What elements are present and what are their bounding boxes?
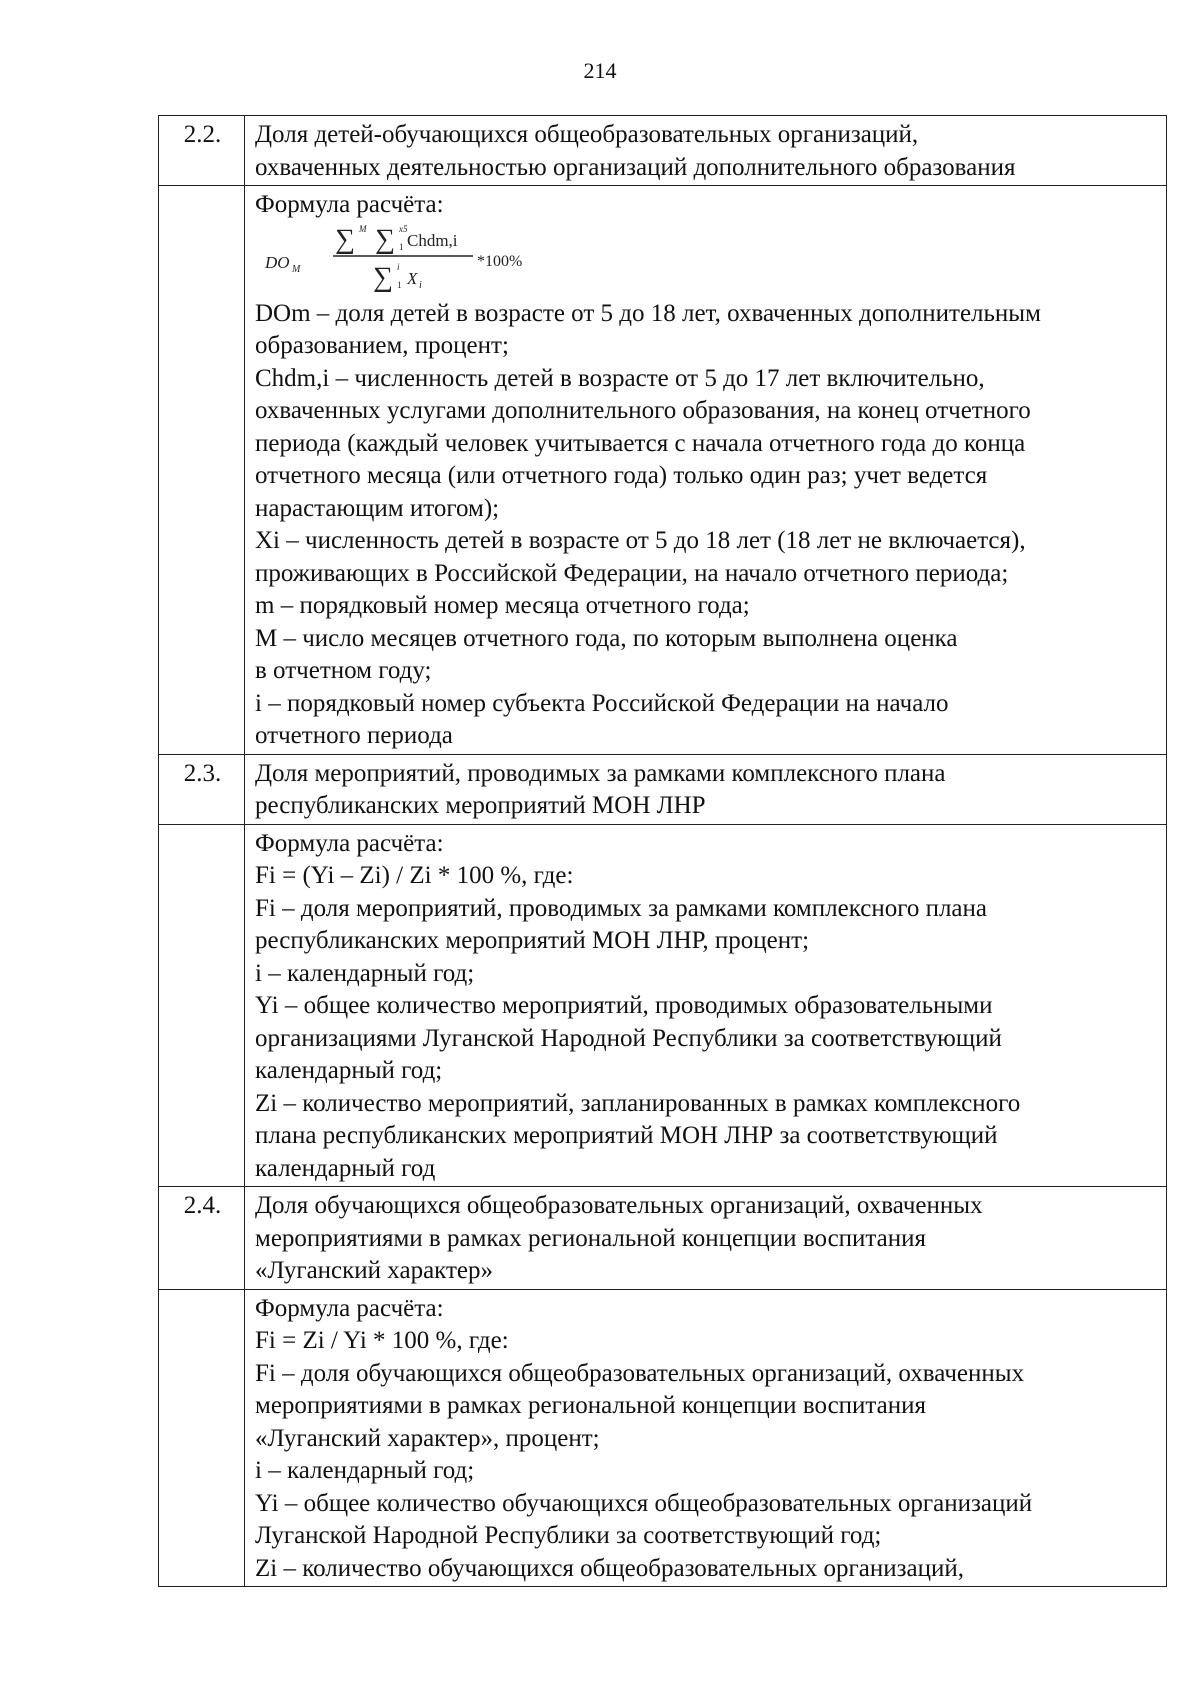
body-line: Формула расчёта: [255, 1294, 444, 1322]
body-line: плана республиканских мероприятий МОН ЛНР за соответствующий [255, 1122, 998, 1149]
section-title-line: «Луганский характер» [255, 1257, 494, 1284]
empty-number-cell [159, 824, 245, 1187]
summation-icon: ∑ [373, 261, 393, 293]
body-line: Yi – общее количество мероприятий, проводимых образовательными [255, 992, 993, 1019]
body-line: i – календарный год; [255, 1457, 475, 1484]
section-title-2-4 [245, 1187, 1167, 1290]
formula-multiplier: *100% [477, 252, 523, 270]
body-line: m – порядковый номер месяца отчетного года; [255, 592, 750, 619]
body-line: Fi = (Yi – Zi) / Zi * 100 %, где: [255, 862, 574, 889]
body-line: Fi – доля обучающихся общеобразовательных организаций, охваченных [255, 1359, 1025, 1387]
section-body-2-2 [245, 186, 1167, 755]
body-line: i – порядковый номер субъекта Российской Федерации на начало [255, 689, 949, 717]
section-title-line: республиканских мероприятий МОН ЛНР [255, 792, 706, 819]
body-line: отчетного месяца (или отчетного года) только один раз; учет ведется [255, 462, 988, 489]
empty-number-cell [159, 186, 245, 755]
body-line: «Луганский характер», процент; [255, 1424, 600, 1452]
formula-sum2-bottom: 1 [399, 241, 404, 252]
table-row-2-2-title [159, 116, 1167, 186]
body-line: периода (каждый человек учитывается с начала отчетного года до конца [255, 429, 1026, 457]
section-title-line: мероприятиями в рамках региональной концепции воспитания [255, 1224, 927, 1252]
section-number-2-4: 2.4. [159, 1187, 245, 1290]
body-line: в отчетном году; [255, 657, 432, 684]
section-title-line: охваченных деятельностью организаций дополнительного образования [255, 153, 1016, 181]
section-title-line: Доля мероприятий, проводимых за рамками комплексного плана [255, 759, 946, 787]
body-line: Zi – количество обучающихся общеобразовательных организаций, [255, 1554, 965, 1582]
formula-sum1-top: M [359, 223, 367, 234]
body-line: Xi – численность детей в возрасте от 5 до 18 лет (18 лет не включается), [255, 527, 1026, 554]
body-line: календарный год; [255, 1057, 443, 1084]
empty-number-cell [159, 1289, 245, 1587]
page-number: 214 [583, 58, 617, 83]
section-body-2-4 [245, 1289, 1167, 1587]
body-line: Chdm,i – численность детей в возрасте от 5 до 17 лет включительно, [255, 364, 985, 392]
body-line: отчетного периода [255, 722, 453, 749]
body-line: охваченных услугами дополнительного образования, на конец отчетного [255, 397, 1031, 424]
body-line: Формула расчёта: [255, 829, 444, 857]
body-line: календарный год [255, 1154, 436, 1182]
formula-lhs: DO [265, 252, 290, 272]
formula-numerator: Chdm,i [407, 230, 458, 250]
body-line: Fi = Zi / Yi * 100 %, где: [255, 1327, 509, 1354]
body-line: Zi – количество мероприятий, запланированных в рамках комплексного [255, 1089, 1021, 1117]
table-row-2-3-title [159, 754, 1167, 824]
section-body-2-3 [245, 824, 1167, 1187]
formula-denominator-sub: i [419, 279, 422, 291]
summation-icon: ∑ [335, 223, 355, 255]
table-row-2-3-body [159, 824, 1167, 1187]
body-line: M – число месяцев отчетного года, по которым выполнена оценка [255, 624, 958, 652]
formula-den-sum-bottom: 1 [397, 279, 402, 290]
table-row-2-2-body [159, 186, 1167, 755]
section-number-2-2: 2.2. [159, 116, 245, 186]
table-row-2-4-title [159, 1187, 1167, 1290]
formula-den-sum-top: i [397, 261, 400, 272]
section-number-2-3: 2.3. [159, 754, 245, 824]
body-line: организациями Луганской Народной Республики за соответствующий [255, 1024, 1002, 1052]
body-line: Yi – общее количество обучающихся общеобразовательных организаций [255, 1489, 1033, 1517]
body-line: мероприятиями в рамках региональной концепции воспитания [255, 1392, 927, 1419]
section-title-line: Доля детей-обучающихся общеобразовательных организаций, [255, 121, 919, 148]
summation-icon: ∑ [375, 223, 395, 255]
formula-image [255, 222, 1158, 298]
body-line: образованием, процент; [255, 332, 509, 359]
formula-denominator: X [407, 268, 418, 288]
body-line: Fi – доля мероприятий, проводимых за рамками комплексного плана [255, 894, 988, 922]
formula-heading: Формула расчёта: [255, 191, 444, 218]
table-row-2-4-body [159, 1289, 1167, 1587]
indicators-table [158, 115, 1167, 1587]
formula-sum2-top: x5 [399, 223, 408, 234]
body-line: республиканских мероприятий МОН ЛНР, процент; [255, 927, 810, 954]
body-line: проживающих в Российской Федерации, на начало отчетного периода; [255, 559, 1009, 587]
body-line: Луганской Народной Республики за соответствующий год; [255, 1522, 882, 1549]
body-line: нарастающим итогом); [255, 494, 500, 522]
body-line: DOm – доля детей в возрасте от 5 до 18 лет, охваченных дополнительным [255, 299, 1041, 327]
body-line: i – календарный год; [255, 959, 475, 987]
section-title-2-2 [245, 116, 1167, 186]
section-title-line: Доля обучающихся общеобразовательных организаций, охваченных [255, 1192, 983, 1219]
section-title-2-3 [245, 754, 1167, 824]
formula-lhs-sub: M [292, 263, 301, 275]
